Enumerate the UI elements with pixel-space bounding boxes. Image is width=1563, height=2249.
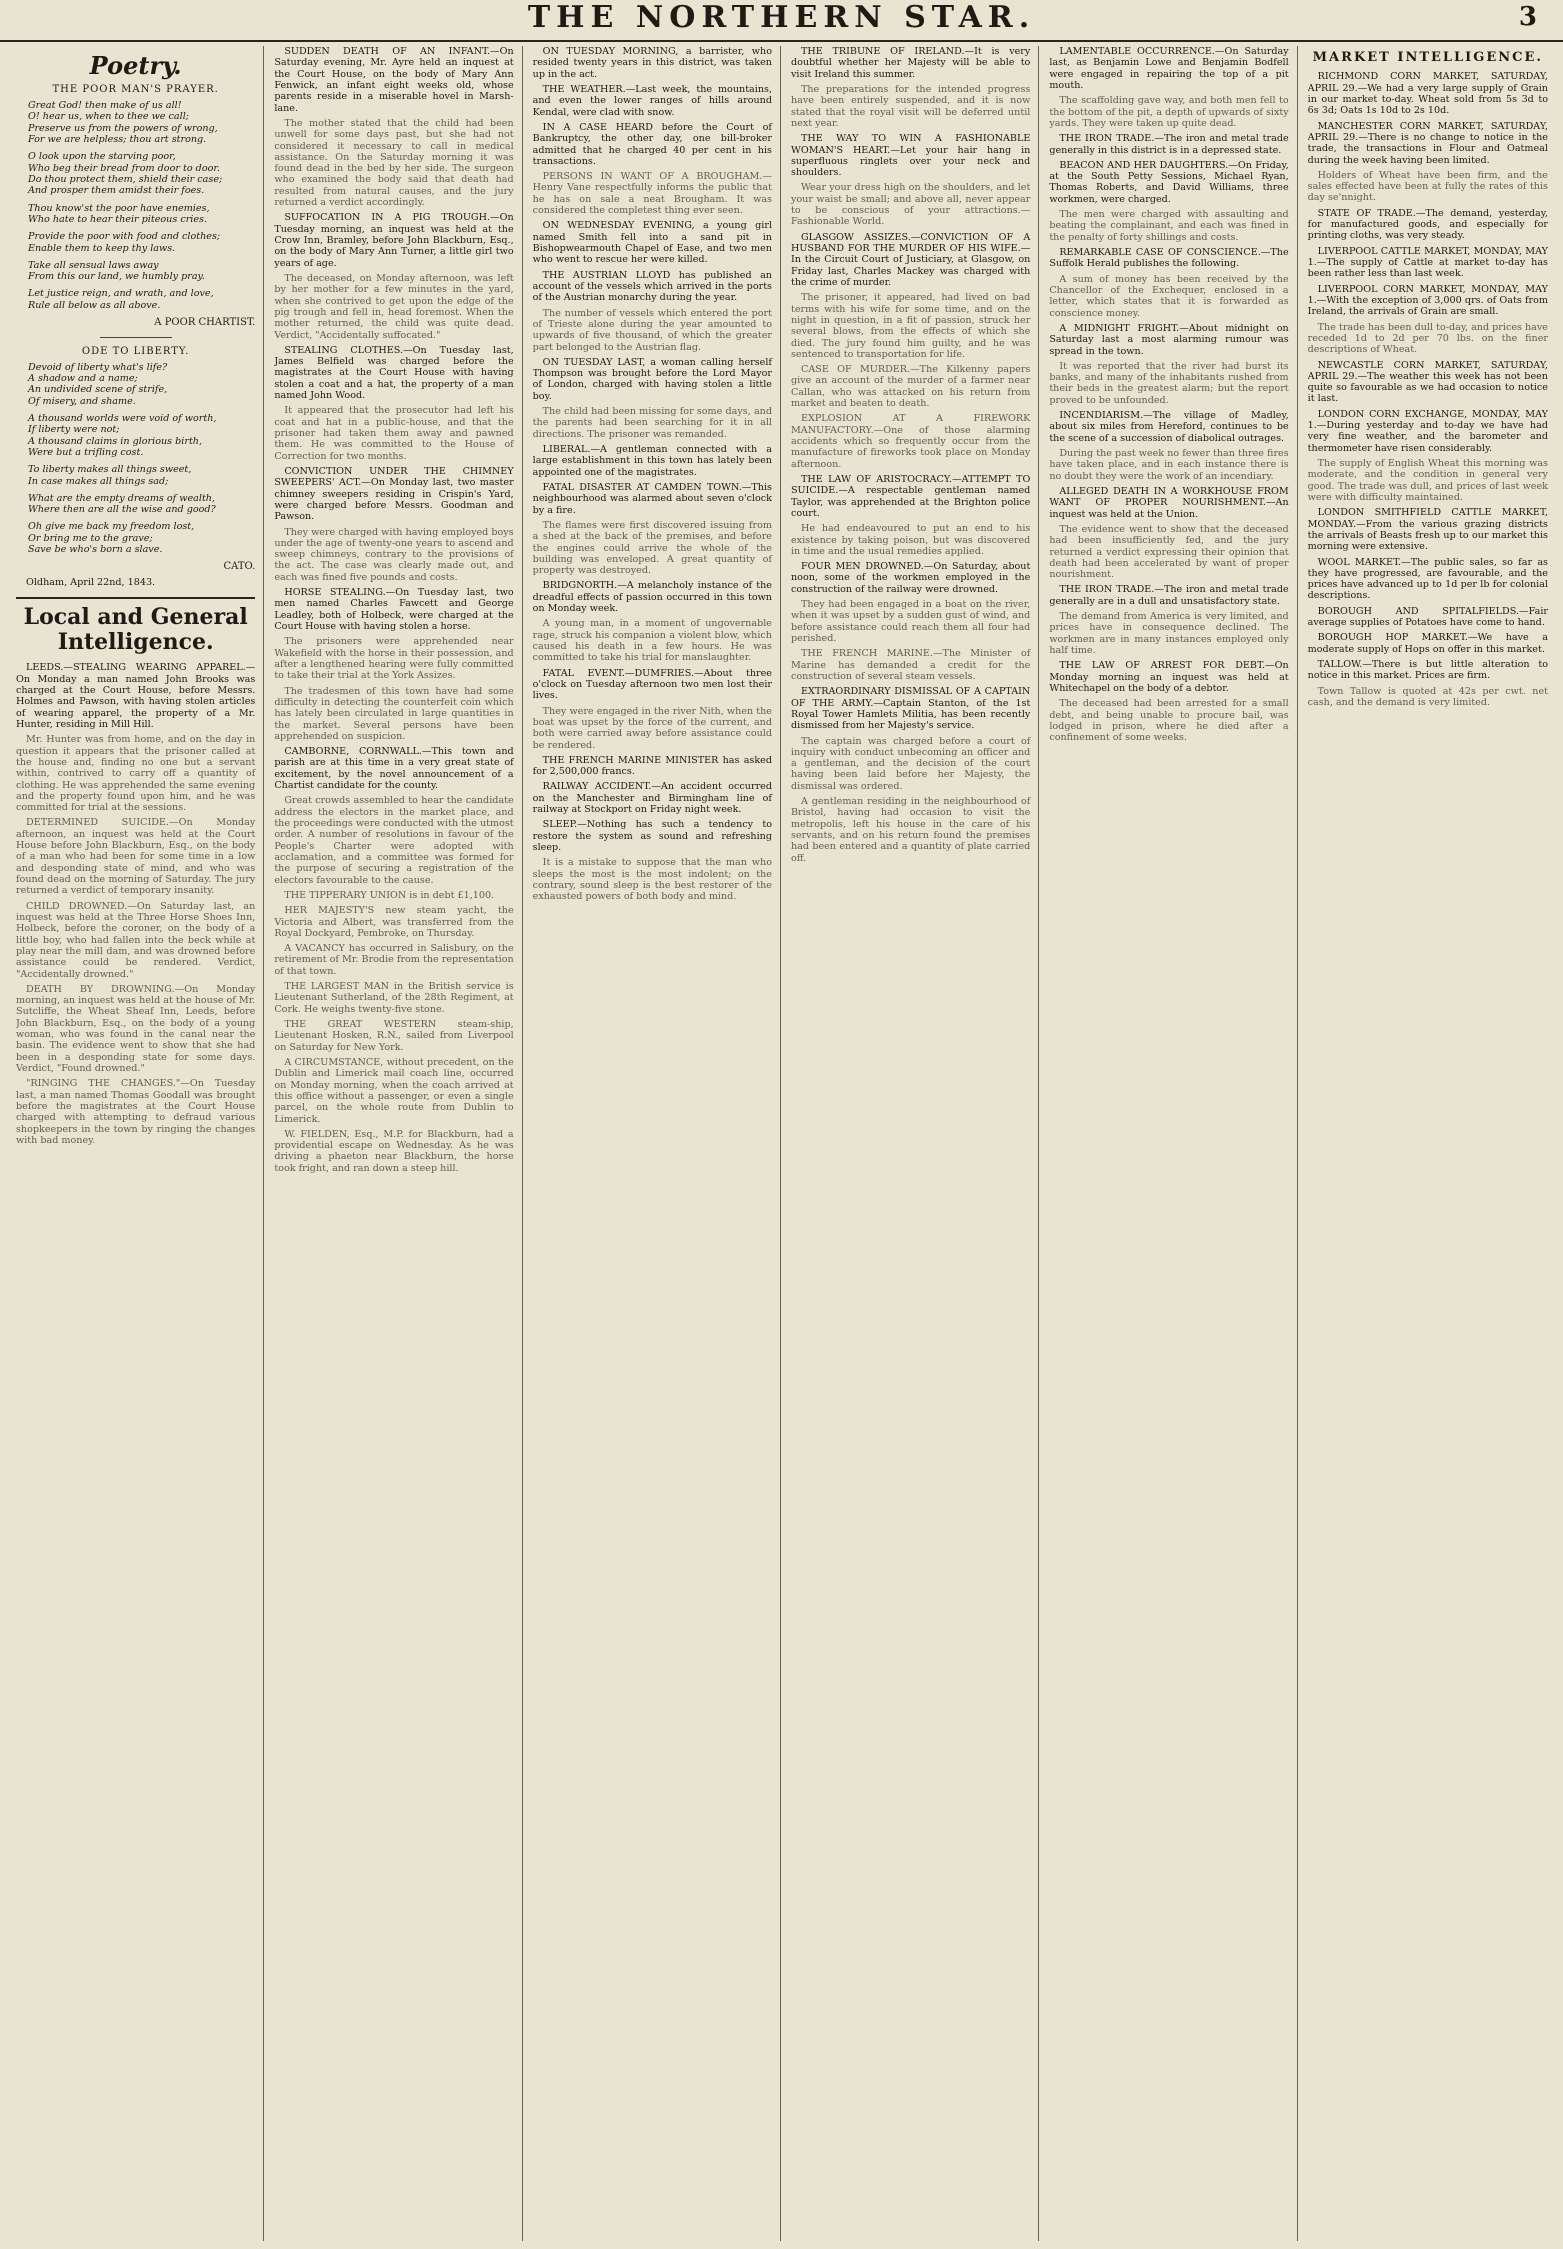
article-paragraph: SUFFOCATION IN A PIG TROUGH.—On Tuesday morning, an inquest was held at the Crow Inn, Bramley, before John Blackburn, Esq., on the body of Mary Ann Turner, a little girl two years of age. <box>274 212 514 269</box>
poem-signature: CATO. <box>223 561 256 573</box>
article-paragraph: SUDDEN DEATH OF AN INFANT.—On Saturday evening, Mr. Ayre held an inquest at the Court House, on the body of Mary Ann Fenwick, an infant eight weeks old, whose parents reside in a miserable hovel in Marsh-lane. <box>274 46 514 114</box>
column-2 <box>274 46 522 2241</box>
article-paragraph: THE LAW OF ARISTOCRACY.—ATTEMPT TO SUICIDE.—A respectable gentleman named Taylor, was apprehended at the Brighton police court. <box>790 473 1031 519</box>
market-report: BOROUGH HOP MARKET.—We have a moderate supply of Hops on offer in this market. <box>1307 632 1548 655</box>
divider <box>100 337 172 338</box>
poem-stanza: Provide the poor with food and clothes; Enable them to keep thy laws. <box>28 231 221 254</box>
poem-signature: A POOR CHARTIST. <box>154 317 256 329</box>
column-1 <box>16 46 264 2241</box>
market-report: NEWCASTLE CORN MARKET, SATURDAY, APRIL 29.—The weather this week has not been quite so favourable as we had occasion to notice it last. <box>1307 359 1548 405</box>
article-paragraph: It is a mistake to suppose that the man who sleeps the most is the most indolent; on the contrary, sound sleep is the best restorer of the exhausted powers of both body and mind. <box>532 857 772 903</box>
article-paragraph: The deceased had been arrested for a small debt, and being unable to procure bail, was lodged in prison, where he died after a confinement of some weeks. <box>1049 698 1289 744</box>
article-paragraph: SLEEP.—Nothing has such a tendency to restore the system as sound and refreshing sleep. <box>532 819 772 853</box>
article-paragraph: HER MAJESTY'S new steam yacht, the Victoria and Albert, was transferred from the Royal Dockyard, Pembroke, on Thursday. <box>274 905 514 939</box>
poem-stanza: What are the empty dreams of wealth, Where then are all the wise and good? <box>28 492 216 516</box>
poem-stanza: Devoid of liberty what's life? A shadow and a name; An undivided scene of strife, Of misery, and shame. <box>28 361 168 407</box>
poem-stanza: A thousand worlds were void of worth, If liberty were not; A thousand claims in glorious birth, Were but a trifling cost. <box>28 412 217 458</box>
article-paragraph: GLASGOW ASSIZES.—CONVICTION OF A HUSBAND FOR THE MURDER OF HIS WIFE.—In the Circuit Court of Justiciary, at Glasgow, on Friday last, Charles Mackey was charged with the crime of murder. <box>790 231 1031 288</box>
article-paragraph: THE TIPPERARY UNION is in debt £1,100. <box>284 889 495 901</box>
market-report: The trade has been dull to-day, and prices have receded 1d to 2d per 70 lbs. on the finer descriptions of Wheat. <box>1307 321 1548 356</box>
poem-title: THE POOR MAN'S PRAYER. <box>52 84 219 96</box>
poem-stanza: Let justice reign, and wrath, and love, Rule all below as all above. <box>28 288 214 311</box>
article-paragraph: EXPLOSION AT A FIREWORK MANUFACTORY.—One of those alarming accidents which so frequently occur from the manufacture of fireworks took place on Monday afternoon. <box>790 413 1031 470</box>
article-paragraph: THE WAY TO WIN A FASHIONABLE WOMAN'S HEART.—Let your hair hang in superfluous ringlets over your neck and shoulders. <box>790 133 1031 179</box>
article-paragraph: FATAL EVENT.—DUMFRIES.—About three o'clock on Tuesday afternoon two men lost their lives. <box>532 667 772 702</box>
article-paragraph: "RINGING THE CHANGES."—On Tuesday last, a man named Thomas Goodall was brought before the magistrates at the Court House charged with attempting to defraud various shopkeepers in the town by ringing the changes with bad money. <box>16 1078 256 1146</box>
market-report: MANCHESTER CORN MARKET, SATURDAY, APRIL 29.—There is no change to notice in the trade, the transactions in Flour and Oatmeal during the week having been limited. <box>1307 120 1548 166</box>
article-paragraph: THE LARGEST MAN in the British service is Lieutenant Sutherland, of the 28th Regiment, at Cork. He weighs twenty-five stone. <box>274 981 514 1015</box>
poem-stanza: To liberty makes all things sweet, In case makes all things sad; <box>28 464 192 487</box>
article-paragraph: It appeared that the prosecutor had left his coat and hat in a public-house, and that the prisoner had taken them away and pawned them. He was committed to the House of Correction for two months. <box>274 405 514 462</box>
market-report: LIVERPOOL CATTLE MARKET, MONDAY, MAY 1.—The supply of Cattle at market to-day has been rather less than last week. <box>1307 245 1548 280</box>
article-paragraph: The preparations for the intended progress have been entirely suspended, and it is now stated that the royal visit will be deferred until next year. <box>790 83 1031 129</box>
article-paragraph: BEACON AND HER DAUGHTERS.—On Friday, at the South Petty Sessions, Michael Ryan, Thomas Roberts, and David Williams, three workmen, were charged. <box>1049 159 1289 205</box>
article-paragraph: THE LAW OF ARREST FOR DEBT.—On Monday morning an inquest was held at Whitechapel on the body of a debtor. <box>1049 660 1289 694</box>
market-section-title: MARKET INTELLIGENCE. <box>1312 50 1543 65</box>
poem-stanza: Great God! then make of us all! O! hear us, when to thee we call; Preserve us from the powers of wrong, For we are helpless; thou art strong. <box>28 100 218 146</box>
article-paragraph: PERSONS IN WANT OF A BROUGHAM.—Henry Vane respectfully informs the public that he has on sale a neat Brougham. It was considered the completest thing ever seen. <box>532 171 772 217</box>
article-paragraph: A MIDNIGHT FRIGHT.—About midnight on Saturday last a most alarming rumour was spread in the town. <box>1049 322 1289 357</box>
market-report: RICHMOND CORN MARKET, SATURDAY, APRIL 29.—We had a very large supply of Grain in our market to-day. Wheat sold from 5s 3d to 6s 3d; Oats 1s 10d to 2s 10d. <box>1307 71 1548 117</box>
article-paragraph: THE AUSTRIAN LLOYD has published an account of the vessels which arrived in the ports of the Austrian monarchy during the year. <box>532 269 772 304</box>
market-report: STATE OF TRADE.—The demand, yesterday, for manufactured goods, and especially for printing cloths, was very steady. <box>1307 207 1548 242</box>
market-report: The supply of English Wheat this morning was moderate, and the condition in general very good. The trade was dull, and prices of last week were with difficulty maintained. <box>1307 458 1548 503</box>
article-paragraph: The deceased, on Monday afternoon, was left by her mother for a few minutes in the yard, when she contrived to get upon the edge of the pig trough and fell in, head foremost. When the mother returned, the child was quite dead. Verdict, "Accidentally suffocated." <box>274 272 514 341</box>
article-paragraph: EXTRAORDINARY DISMISSAL OF A CAPTAIN OF THE ARMY.—Captain Stanton, of the 1st Royal Tower Hamlets Militia, has been recently dismissed from her Majesty's service. <box>790 686 1031 732</box>
article-paragraph: ON TUESDAY MORNING, a barrister, who resided twenty years in this district, was taken up in the act. <box>532 46 772 80</box>
poem-title: ODE TO LIBERTY. <box>81 345 190 357</box>
article-paragraph: Mr. Hunter was from home, and on the day in question it appears that the prisoner called at the house and, finding no one but a servant within, contrived to carry off a quantity of clothing. He was apprehended the same evening and the property found upon him, and he was committed for trial at the sessions. <box>16 734 256 814</box>
article-paragraph: The prisoners were apprehended near Wakefield with the horse in their possession, and after a lengthened hearing were fully committed to take their trial at the York Assizes. <box>274 636 514 682</box>
article-paragraph: It was reported that the river had burst its banks, and many of the inhabitants rushed from their beds in the greatest alarm; but the report proved to be unfounded. <box>1049 360 1289 406</box>
newspaper-title: THE NORTHERN STAR. <box>527 0 1036 35</box>
article-paragraph: INCENDIARISM.—The village of Madley, about six miles from Hereford, continues to be the scene of a succession of diabolical outrages. <box>1049 410 1289 444</box>
article-paragraph: LIBERAL.—A gentleman connected with a large establishment in this town has lately been appointed one of the magistrates. <box>532 444 772 478</box>
article-paragraph: The scaffolding gave way, and both men fell to the bottom of the pit, a depth of upwards of sixty yards. They were taken up quite dead. <box>1049 95 1289 129</box>
article-paragraph: FATAL DISASTER AT CAMDEN TOWN.—This neighbourhood was alarmed about seven o'clock by a fire. <box>532 481 772 516</box>
poetry-section-title: Poetry. <box>89 51 182 80</box>
market-report: LONDON CORN EXCHANGE, MONDAY, MAY 1.—During yesterday and to-day we have had very fine weather, and the barometer and thermometer have risen considerably. <box>1307 408 1548 454</box>
column-4 <box>791 46 1039 2241</box>
market-report: Holders of Wheat have been firm, and the sales effected have been at fully the rates of this day se'nnight. <box>1307 169 1548 204</box>
article-paragraph: IN A CASE HEARD before the Court of Bankruptcy, the other day, one bill-broker admitted that he charged 40 per cent in his transactions. <box>532 121 772 167</box>
article-paragraph: THE WEATHER.—Last week, the mountains, and even the lower ranges of hills around Kendal, were clad with snow. <box>532 83 772 118</box>
article-paragraph: BRIDGNORTH.—A melancholy instance of the dreadful effects of passion occurred in this town on Monday week. <box>532 580 772 615</box>
article-paragraph: THE TRIBUNE OF IRELAND.—It is very doubtful whether her Majesty will be able to visit Ireland this summer. <box>790 46 1031 80</box>
column-6 <box>1308 46 1556 2241</box>
article-paragraph: Wear your dress high on the shoulders, and let your waist be small; and above all, never appear to be conscious of your attractions.—Fashionable World. <box>790 182 1031 228</box>
article-paragraph: STEALING CLOTHES.—On Tuesday last, James Belfield was charged before the magistrates at the Court House with having stolen a coat and a hat, the property of a man named John Wood. <box>274 344 514 402</box>
article-paragraph: W. FIELDEN, Esq., M.P. for Blackburn, had a providential escape on Wednesday. As he was driving a phaeton near Blackburn, the horse took fright, and ran down a steep hill. <box>274 1128 514 1174</box>
article-paragraph: ON WEDNESDAY EVENING, a young girl named Smith fell into a sand pit in Bishopwearmouth Chapel of Ease, and two men who went to rescue her were killed. <box>532 220 772 266</box>
article-paragraph: REMARKABLE CASE OF CONSCIENCE.—The Suffolk Herald publishes the following. <box>1049 247 1289 270</box>
article-paragraph: The prisoner, it appeared, had lived on bad terms with his wife for some time, and on the night in question, in a fit of passion, struck her several blows, from the effects of which she died. The jury found him guilty, and he was sentenced to transportation for life. <box>790 292 1031 360</box>
article-paragraph: A VACANCY has occurred in Salisbury, on the retirement of Mr. Brodie from the representation of that town. <box>274 943 514 977</box>
article-paragraph: During the past week no fewer than three fires have taken place, and in each instance there is no doubt they were the work of an incendiary. <box>1049 448 1289 482</box>
market-report: BOROUGH AND SPITALFIELDS.—Fair average supplies of Potatoes have come to hand. <box>1307 605 1548 629</box>
page-number: 3 <box>1518 2 1537 32</box>
article-paragraph: The evidence went to show that the deceased had been insufficiently fed, and the jury returned a verdict expressing their opinion that death had been accelerated by want of proper nourishment. <box>1049 523 1289 581</box>
article-paragraph: They had been engaged in a boat on the river, when it was upset by a sudden gust of wind, and before assistance could reach them all four had perished. <box>790 599 1031 644</box>
article-paragraph: The child had been missing for some days, and the parents had been searching for it in all directions. The prisoner was remanded. <box>532 406 772 440</box>
article-paragraph: The number of vessels which entered the port of Trieste alone during the year amounted to upwards of five thousand, of which the greater part belonged to the Austrian flag. <box>532 307 772 353</box>
article-paragraph: The captain was charged before a court of inquiry with conduct unbecoming an officer and a gentleman, and the decision of the court having been laid before her Majesty, the dismissal was ordered. <box>790 735 1031 792</box>
market-report: LIVERPOOL CORN MARKET, MONDAY, MAY 1.—With the exception of 3,000 qrs. of Oats from Ireland, the arrivals of Grain are small. <box>1307 283 1548 318</box>
article-paragraph: LEEDS.—STEALING WEARING APPAREL.—On Monday a man named John Brooks was charged at the Court House, before Messrs. Holmes and Pawson, with having stolen articles of wearing apparel, the property of a Mr. Hunter, residing in Mill Hill. <box>16 662 256 730</box>
poem-stanza: Thou know'st the poor have enemies, Who hate to hear their piteous cries. <box>28 202 210 225</box>
article-paragraph: They were charged with having employed boys under the age of twenty-one years to ascend and sweep chimneys, contrary to the provisions of the act. The case was clearly made out, and each was fined five pounds and costs. <box>274 526 514 583</box>
market-report: LONDON SMITHFIELD CATTLE MARKET, MONDAY.—From the various grazing districts the arrivals of Beasts fresh up to our market this morning were extensive. <box>1307 507 1548 553</box>
article-paragraph: They were engaged in the river Nith, when the boat was upset by the force of the current, and both were carried away before assistance could be rendered. <box>532 705 772 751</box>
poem-dateline: Oldham, April 22nd, 1843. <box>26 577 156 589</box>
column-3 <box>533 46 781 2241</box>
market-report: Town Tallow is quoted at 42s per cwt. net cash, and the demand is very limited. <box>1307 685 1548 708</box>
article-paragraph: He had endeavoured to put an end to his existence by taking poison, but was discovered in time and the usual remedies applied. <box>790 523 1031 557</box>
article-paragraph: LAMENTABLE OCCURRENCE.—On Saturday last, as Benjamin Lowe and Benjamin Bodfell were engaged in repairing the top of a pit mouth. <box>1049 46 1289 91</box>
article-paragraph: ON TUESDAY LAST, a woman calling herself Thompson was brought before the Lord Mayor of London, charged with having stolen a little boy. <box>532 356 772 402</box>
article-paragraph: THE FRENCH MARINE MINISTER has asked for 2,500,000 francs. <box>532 754 772 778</box>
article-paragraph: A sum of money has been received by the Chancellor of the Exchequer, enclosed in a letter, which states that it is forwarded as conscience money. <box>1049 273 1289 319</box>
article-paragraph: The flames were first discovered issuing from a shed at the back of the premises, and before the engines could arrive the whole of the building was enveloped. A great quantity of property was destroyed. <box>532 519 772 577</box>
market-report: WOOL MARKET.—The public sales, so far as they have progressed, are favourable, and the prices have advanced up to 1d per lb for colonial descriptions. <box>1307 556 1548 602</box>
article-paragraph: The tradesmen of this town have had some difficulty in detecting the counterfeit coin which has lately been circulated in large quantities in the market. Several persons have been apprehended on suspicion. <box>274 685 514 742</box>
article-paragraph: The men were charged with assaulting and beating the complainant, and each was fined in the penalty of forty shillings and costs. <box>1049 209 1289 243</box>
section-heading: Local and General Intelligence. <box>16 597 255 657</box>
article-paragraph: The mother stated that the child had been unwell for some days past, but she had not considered it necessary to call in medical assistance. On the Saturday morning it was found dead in the bed by her side. The surgeon who examined the body said that death had resulted from natural causes, and the jury returned a verdict accordingly. <box>274 117 514 209</box>
article-paragraph: A CIRCUMSTANCE, without precedent, on the Dublin and Limerick mail coach line, occurred on Monday morning, when the coach arrived at this office without a passenger, or even a single parcel, on the whole route from Dublin to Limerick. <box>274 1056 514 1125</box>
market-report: TALLOW.—There is but little alteration to notice in this market. Prices are firm. <box>1307 659 1548 682</box>
article-paragraph: CHILD DROWNED.—On Saturday last, an inquest was held at the Three Horse Shoes Inn, Holbeck, before the coroner, on the body of a little boy, who had fallen into the beck while at play near the mill dam, and was drowned before assistance could be rendered. Verdict, "Accidentally drowned." <box>16 900 256 980</box>
article-paragraph: CASE OF MURDER.—The Kilkenny papers give an account of the murder of a farmer near Callan, who was attacked on his return from market and beaten to death. <box>790 364 1031 410</box>
article-paragraph: FOUR MEN DROWNED.—On Saturday, about noon, some of the workmen employed in the construction of the railway were drowned. <box>790 561 1031 595</box>
article-paragraph: DEATH BY DROWNING.—On Monday morning, an inquest was held at the house of Mr. Sutcliffe, the Wheat Sheaf Inn, Leeds, before John Blackburn, Esq., on the body of a young woman, who was found in the canal near the basin. The evidence went to show that she had been in a desponding state for some days. Verdict, "Found drowned." <box>16 983 256 1075</box>
article-paragraph: THE FRENCH MARINE.—The Minister of Marine has demanded a credit for the construction of several steam vessels. <box>790 648 1031 682</box>
article-paragraph: A young man, in a moment of ungovernable rage, struck his companion a violent blow, which caused his death in a few hours. He was committed to take his trial for manslaughter. <box>532 618 772 664</box>
column-5 <box>1049 46 1297 2241</box>
article-paragraph: Great crowds assembled to hear the candidate address the electors in the market place, and the proceedings were conducted with the utmost order. A number of resolutions in favour of the People's Charter were adopted with acclamation, and a committee was formed for the purpose of securing a registration of the electors favourable to the cause. <box>274 795 514 886</box>
poem-stanza: O look upon the starving poor, Who beg their bread from door to door. Do thou protect them, shield their case; And prosper them amidst their foes. <box>28 151 223 197</box>
article-paragraph: HORSE STEALING.—On Tuesday last, two men named Charles Fawcett and George Leadley, both of Holbeck, were charged at the Court House with having stolen a horse. <box>274 587 514 632</box>
article-paragraph: CAMBORNE, CORNWALL.—This town and parish are at this time in a very great state of excitement, by the novel announcement of a Chartist candidate for the county. <box>274 746 514 792</box>
masthead <box>0 0 1563 42</box>
article-paragraph: CONVICTION UNDER THE CHIMNEY SWEEPERS' ACT.—On Monday last, two master chimney sweepers residing in Crispin's Yard, were charged before Messrs. Goodman and Pawson. <box>274 465 514 523</box>
article-paragraph: THE IRON TRADE.—The iron and metal trade generally in this district is in a depressed state. <box>1049 133 1289 156</box>
article-paragraph: THE GREAT WESTERN steam-ship, Lieutenant Hosken, R.N., sailed from Liverpool on Saturday for New York. <box>274 1019 514 1053</box>
article-paragraph: The demand from America is very limited, and prices have in consequence declined. The workmen are in many instances employed only half time. <box>1049 611 1289 656</box>
article-paragraph: A gentleman residing in the neighbourhood of Bristol, having had occasion to visit the metropolis, left his house in the care of his servants, and on his return found the premises had been entered and a quantity of plate carried off. <box>790 796 1031 864</box>
article-paragraph: RAILWAY ACCIDENT.—An accident occurred on the Manchester and Birmingham line of railway at Stockport on Friday night week. <box>532 781 772 816</box>
poem-stanza: Take all sensual laws away From this our land, we humbly pray. <box>28 259 205 283</box>
article-paragraph: ALLEGED DEATH IN A WORKHOUSE FROM WANT OF PROPER NOURISHMENT.—An inquest was held at the Union. <box>1049 485 1289 520</box>
columns <box>16 46 1556 2241</box>
article-paragraph: THE IRON TRADE.—The iron and metal trade generally are in a dull and unsatisfactory state. <box>1049 584 1289 607</box>
poem-stanza: Oh give me back my freedom lost, Or bring me to the grave; Save be who's born a slave. <box>28 521 195 556</box>
article-paragraph: DETERMINED SUICIDE.—On Monday afternoon, an inquest was held at the Court House before John Blackburn, Esq., on the body of a man who had been for some time in a low and desponding state of mind, and who was found dead on the morning of Saturday. The jury returned a verdict of temporary insanity. <box>16 817 256 897</box>
